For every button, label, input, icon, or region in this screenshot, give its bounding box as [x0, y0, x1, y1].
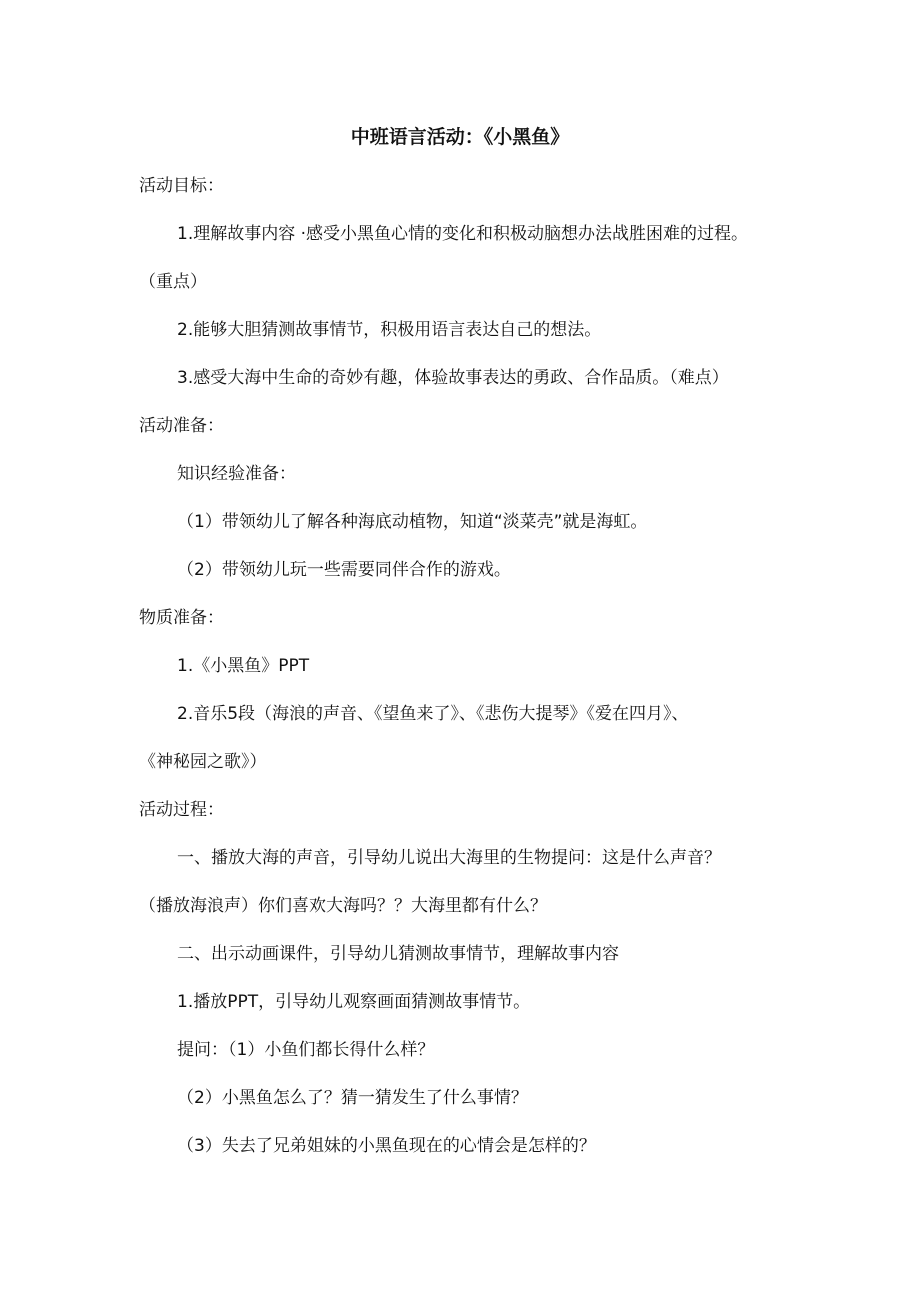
- goal-3-text: 3.感受大海中生命的奇妙有趣，体验故事表达的勇政、合作品质。（难点）: [177, 368, 729, 388]
- material-item-2: 2.音乐5段（海浪的声音、《望鱼来了》、《悲伤大提琴》《爱在四月》、: [177, 704, 689, 724]
- question-2: （2）小黑鱼怎么了？猜一猜发生了什么事情？: [177, 1088, 528, 1108]
- question-1: 提问：（1）小鱼们都长得什么样？: [177, 1040, 435, 1060]
- goal-2-text: 2.能够大胆猜测故事情节，积极用语言表达自己的想法。: [177, 320, 602, 340]
- knowledge-item-2: （2）带领幼儿玩一些需要同伴合作的游戏。: [177, 560, 511, 580]
- document-title: 中班语言活动：《小黑鱼》: [350, 126, 570, 148]
- section-heading-goals: 活动目标：: [139, 176, 224, 196]
- knowledge-preparation-heading: 知识经验准备：: [177, 464, 296, 484]
- goal-1-text: 1.理解故事内容 ·感受小黑鱼心情的变化和积极动脑想办法战胜困难的过程。: [177, 224, 749, 244]
- process-step-2-item-1: 1.播放PPT，引导幼儿观察画面猜测故事情节。: [177, 992, 531, 1012]
- process-step-1: 一、播放大海的声音，引导幼儿说出大海里的生物提问：这是什么声音？: [177, 848, 721, 868]
- material-preparation-heading: 物质准备：: [139, 608, 224, 628]
- material-item-2-continued: 《神秘园之歌》）: [139, 752, 267, 772]
- section-heading-preparation: 活动准备：: [139, 416, 224, 436]
- section-heading-process: 活动过程：: [139, 800, 224, 820]
- question-3: （3）失去了兄弟姐妹的小黑鱼现在的心情会是怎样的？: [177, 1136, 596, 1156]
- material-item-1: 1.《小黑鱼》PPT: [177, 656, 310, 676]
- knowledge-item-1: （1）带领幼儿了解各种海底动植物，知道“淡菜壳”就是海虹。: [177, 512, 648, 532]
- process-step-1-continued: （播放海浪声）你们喜欢大海吗？？大海里都有什么？: [139, 896, 547, 916]
- process-step-2: 二、出示动画课件，引导幼儿猜测故事情节，理解故事内容: [177, 944, 619, 964]
- goal-1-note: （重点）: [139, 272, 207, 292]
